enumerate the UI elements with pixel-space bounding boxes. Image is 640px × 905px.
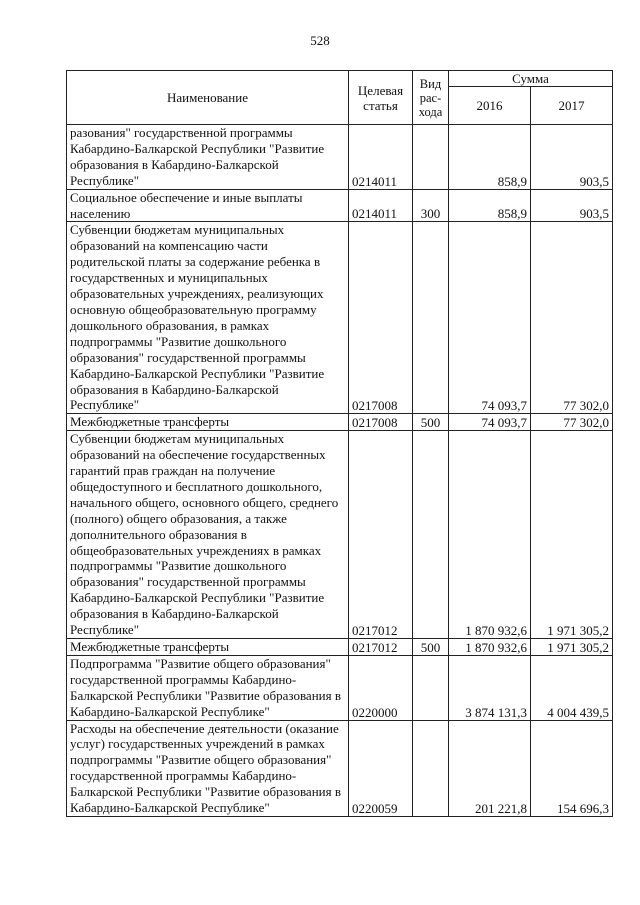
row-value-2017: 903,5 [531,189,613,222]
table-row [67,414,613,431]
header-expense-type: Вид рас-хода [413,71,449,125]
row-code: 0214011 [349,125,413,190]
row-expense-type: 500 [413,414,449,431]
row-code: 0220000 [349,655,413,720]
page-number: 528 [310,33,330,48]
table-row [67,431,613,639]
table-row [67,125,613,190]
row-expense-type: 300 [413,189,449,222]
header-year-2016: 2016 [449,87,531,125]
row-expense-type [413,655,449,720]
table-row [67,655,613,720]
row-code: 0217012 [349,639,413,656]
row-name: Межбюджетные трансферты [67,639,349,656]
row-code: 0220059 [349,720,413,816]
row-value-2016: 858,9 [449,189,531,222]
row-code: 0217008 [349,414,413,431]
header-sum: Сумма [449,71,613,87]
table-row [67,222,613,414]
row-value-2016: 1 870 932,6 [449,639,531,656]
row-value-2016: 858,9 [449,125,531,190]
row-name: Расходы на обеспечение деятельности (оказание услуг) государственных учреждений в рамках подпрограммы "Развитие общего образования" государственной программы Кабардино-Балкарской Республики "Развитие образования в Кабардино-Балкарской Республике" [67,720,349,816]
header-name: Наименование [67,71,349,125]
row-value-2016: 74 093,7 [449,414,531,431]
row-name: Социальное обеспечение и иные выплаты населению [67,189,349,222]
row-value-2017: 77 302,0 [531,414,613,431]
row-expense-type [413,431,449,639]
row-code: 0214011 [349,189,413,222]
row-expense-type [413,720,449,816]
table-row [67,639,613,656]
row-value-2017: 4 004 439,5 [531,655,613,720]
row-value-2017: 1 971 305,2 [531,639,613,656]
row-value-2017: 1 971 305,2 [531,431,613,639]
row-name: Подпрограмма "Развитие общего образования" государственной программы Кабардино-Балкарской Республики "Развитие образования в Кабардино-Балкарской Республике" [67,655,349,720]
row-value-2016: 3 874 131,3 [449,655,531,720]
row-name: Субвенции бюджетам муниципальных образований на компенсацию части родительской платы за содержание ребенка в государственных и муниципальных образовательных учреждениях, реализующих основную общеобразовательную программу дошкольного образования, в рамках подпрограммы "Развитие дошкольного образования" государственной программы Кабардино-Балкарской Республики "Развитие образования в Кабардино-Балкарской Республике" [67,222,349,414]
row-expense-type: 500 [413,639,449,656]
row-name: разования" государственной программы Кабардино-Балкарской Республики "Развитие образования в Кабардино-Балкарской Республике" [67,125,349,190]
row-value-2016: 201 221,8 [449,720,531,816]
row-expense-type [413,222,449,414]
row-name: Межбюджетные трансферты [67,414,349,431]
row-value-2016: 74 093,7 [449,222,531,414]
table-row [67,189,613,222]
table-row [67,720,613,816]
row-value-2017: 77 302,0 [531,222,613,414]
row-value-2017: 903,5 [531,125,613,190]
row-value-2016: 1 870 932,6 [449,431,531,639]
header-year-2017: 2017 [531,87,613,125]
header-target-article: Целевая статья [349,71,413,125]
row-value-2017: 154 696,3 [531,720,613,816]
row-expense-type [413,125,449,190]
row-code: 0217012 [349,431,413,639]
budget-table [66,70,613,817]
row-name: Субвенции бюджетам муниципальных образований на обеспечение государственных гарантий прав граждан на получение общедоступного и бесплатного дошкольного, начального общего, основного общего, среднего (полного) общего образования, а также дополнительного образования в общеобразовательных учреждениях в рамках подпрограммы "Развитие дошкольного образования" государственной программы Кабардино-Балкарской Республики "Развитие образования в Кабардино-Балкарской Республике" [67,431,349,639]
row-code: 0217008 [349,222,413,414]
